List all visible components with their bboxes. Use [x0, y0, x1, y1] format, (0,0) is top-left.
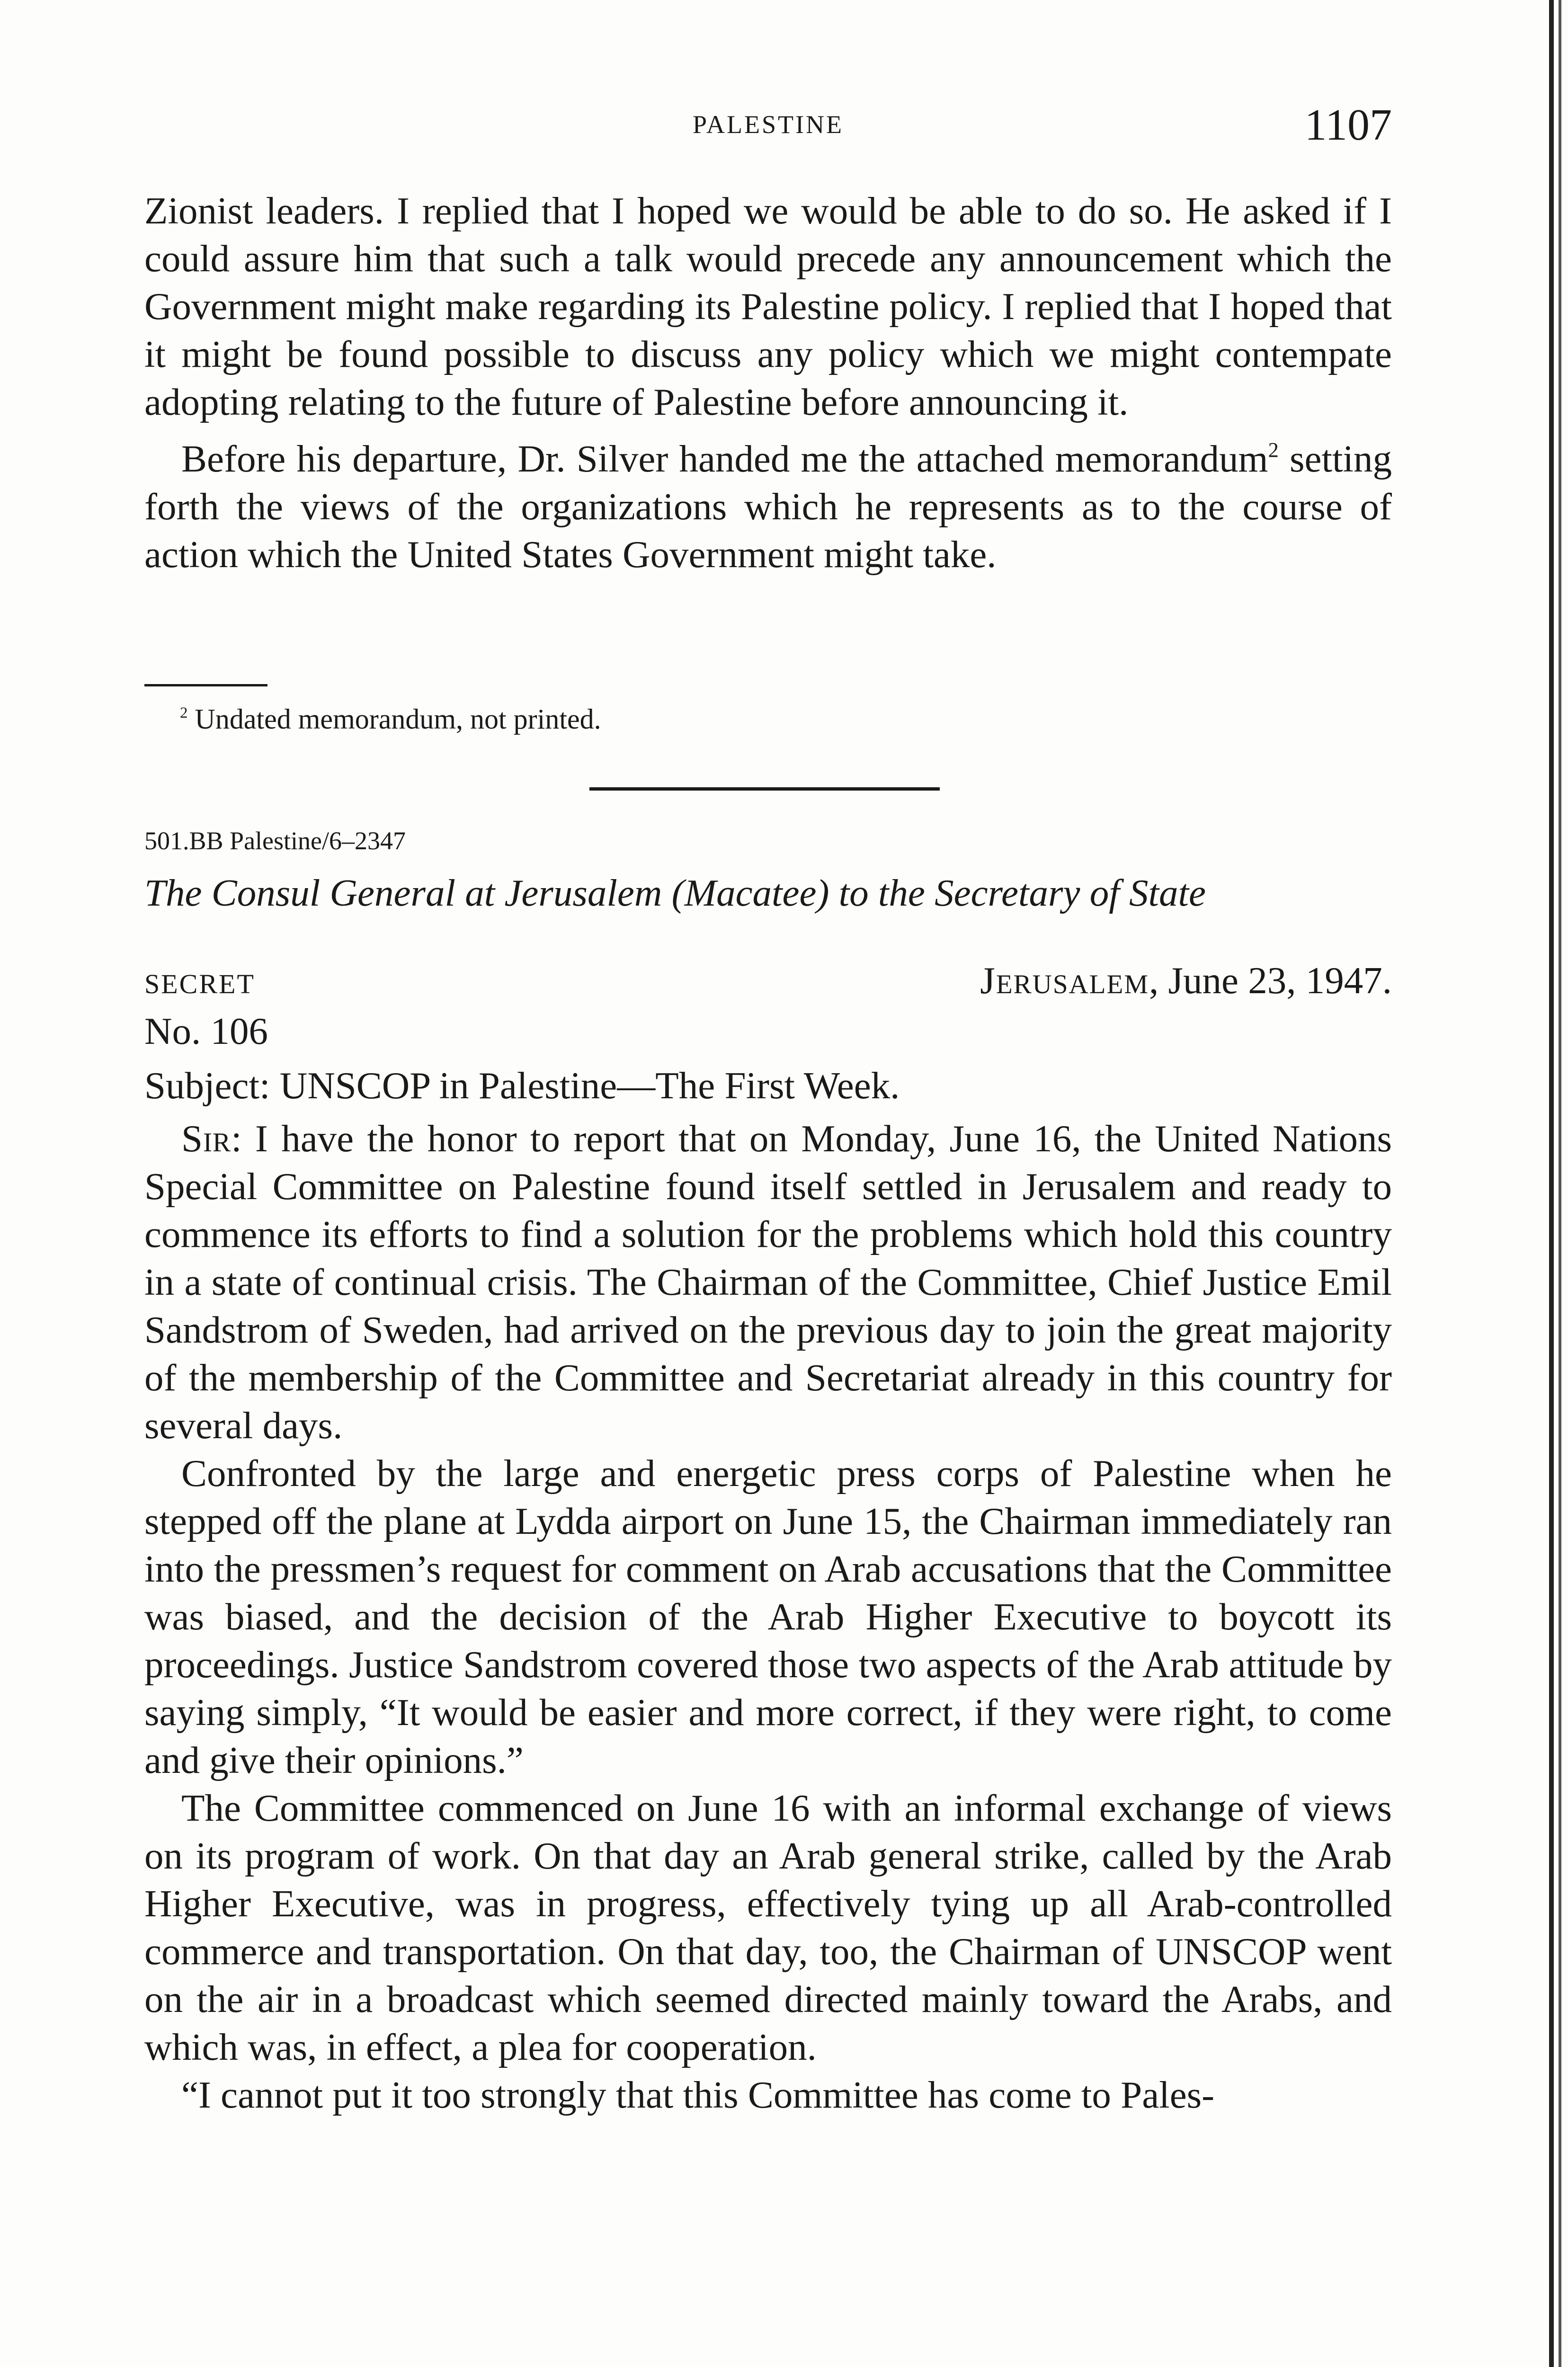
document-heading: The Consul General at Jerusalem (Macatee) to the Secretary of State: [144, 872, 1206, 914]
footnote-rule: [144, 684, 267, 686]
footnote-text: Undated memorandum, not printed.: [187, 703, 601, 735]
paragraph: “I cannot put it too strongly that this Committee has come to Pales-: [181, 2073, 1215, 2116]
footnote-reference: 2: [1268, 438, 1279, 462]
file-number: 501.BB Palestine/6–2347: [144, 827, 406, 855]
paragraph-text: Before his departure, Dr. Silver handed me the attached memorandum: [181, 437, 1268, 481]
paragraph: [144, 426, 1392, 578]
paragraph-text: setting forth the views of the organizations which he represents as to the course of action which the United States Government might take.: [144, 437, 1392, 576]
running-head: [144, 99, 1392, 151]
page-number: 1107: [1304, 100, 1392, 150]
salutation: Sir: [181, 1117, 232, 1160]
page-edge-shadow-outer: [1559, 0, 1561, 2367]
letter-body: [144, 1115, 1392, 2119]
dateline-place: Jerusalem: [980, 959, 1149, 1002]
footnote-marker: 2: [180, 704, 188, 721]
paragraph: The Committee commenced on June 16 with an informal exchange of views on its program of work. On that day an Arab general strike, called by the Arab Higher Executive, was in progress, effectively tying up all Arab-controlled commerce and transportation. On that day, too, the Chairman of UNSCOP went on the air in a broadcast which seemed directed mainly toward the Arabs, and which was, in effect, a plea for cooperation.: [144, 1787, 1392, 2068]
paragraph: [144, 1115, 1392, 1450]
subject-line: Subject: UNSCOP in Palestine—The First Week.: [144, 1064, 900, 1107]
running-head-title: PALESTINE: [692, 110, 844, 139]
classification-label: SECRET: [144, 969, 255, 999]
dateline-date: , June 23, 1947.: [1149, 959, 1392, 1002]
page-edge-shadow: [1549, 0, 1554, 2367]
document-number: No. 106: [144, 1010, 268, 1052]
section-divider: [589, 787, 940, 791]
footnote: [180, 703, 601, 736]
continued-text: [144, 187, 1392, 578]
paragraph-text: : I have the honor to report that on Monday, June 16, the United Nations Special Committee on Palestine found itself settled in Jerusalem and ready to commence its efforts to find a solution for the problems which hold this country in a state of continual crisis. The Chairman of the Committee, Chief Justice Emil Sandstrom of Sweden, had arrived on the previous day to join the great majority of the membership of the Committee and Secretariat already in this country for several days.: [144, 1117, 1392, 1447]
paragraph: Confronted by the large and energetic press corps of Palestine when he stepped off the plane at Lydda airport on June 15, the Chairman immediately ran into the pressmen’s request for comment on Arab accusations that the Committee was biased, and the decision of the Arab Higher Executive to boycott its proceedings. Justice Sandstrom covered those two aspects of the Arab attitude by saying simply, “It would be easier and more correct, if they were right, to come and give their opinions.”: [144, 1452, 1392, 1781]
paragraph: Zionist leaders. I replied that I hoped we would be able to do so. He asked if I could assure him that such a talk would precede any announcement which the Government might make regarding its Palestine policy. I replied that I hoped that it might be found possible to discuss any policy which we might contempate adopting relating to the future of Palestine before announcing it.: [144, 189, 1392, 423]
dateline: [980, 959, 1392, 1003]
